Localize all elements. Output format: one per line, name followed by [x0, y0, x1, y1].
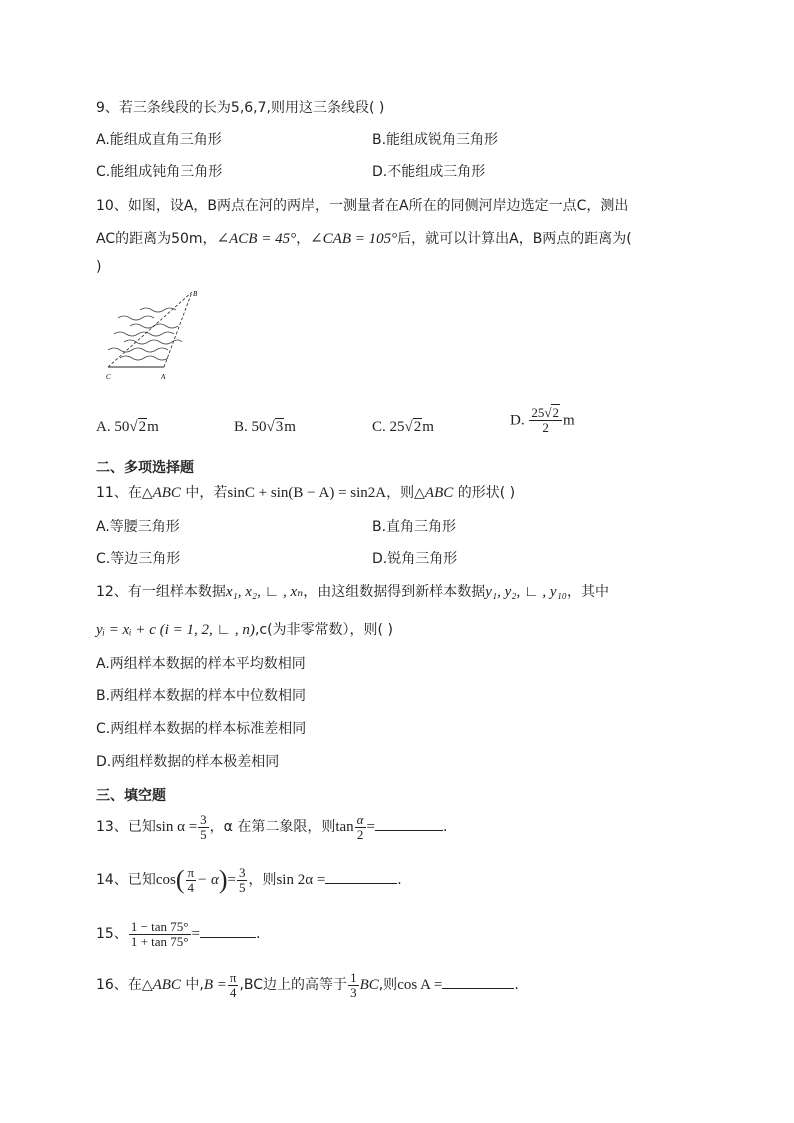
- q14-stem: 14、已知cos( $\frac{\pi}{4}$ − α)= $\frac{3}{5}$ ，则sin 2α = .: [96, 864, 402, 895]
- q12-option-b: B.两组样本数据的样本中位数相同: [96, 688, 307, 704]
- q10-stem-line2: AC的距离为50m，∠ACB = 45°，∠CAB = 105°后，就可以计算出A，B两点的距离为(: [96, 231, 632, 247]
- q13-answer-blank[interactable]: [375, 816, 443, 831]
- q11-option-c: C.等边三角形: [96, 551, 181, 567]
- q12-stem-line2: yᵢ = xᵢ + c (i = 1, 2, ∟ , n),c(为非零常数），则( ): [96, 622, 393, 638]
- q16-stem: 16、在△ABC 中,B = $\frac{\pi}{4}$ ,BC边上的高等于 $\frac{1}{3}$ BC,则cos A = .: [96, 969, 519, 1000]
- q10-option-b: B. 50√3m: [234, 419, 296, 435]
- q10-angle-acb: ∠ACB = 45°: [216, 231, 297, 247]
- q9-option-c: C.能组成钝角三角形: [96, 164, 223, 180]
- q10-option-c: C. 25√2m: [372, 419, 434, 435]
- q11-option-b: B.直角三角形: [372, 519, 457, 535]
- q13-stem: 13、已知sin α = $\frac{3}{5}$ ，α 在第二象限，则tan $\frac{\alpha}{2}$ = .: [96, 811, 448, 842]
- q16-answer-blank[interactable]: [442, 974, 514, 989]
- q12-stem-line1: 12、有一组样本数据x₁, x₂, ∟ , xₙ，由这组数据得到新样本数据y₁, y₂, ∟ , y₁₀，其中: [96, 584, 610, 600]
- q10-label-b: B: [193, 290, 198, 298]
- q10-stem-line1: 10、如图，设A，B两点在河的两岸，一测量者在A所在的同侧河岸边选定一点C，测出: [96, 198, 629, 214]
- q15-stem: 15、 $\frac{1 - \tan 75^\circ}{1 + \tan 75^\circ}$ = .: [96, 918, 261, 949]
- q10-option-d: D. $\frac{25√2}{2}$ m: [510, 405, 575, 435]
- q10-option-a: A. 50√2m: [96, 419, 159, 435]
- q12-option-c: C.两组样本数据的样本标准差相同: [96, 721, 307, 737]
- q9-option-d: D.不能组成三角形: [372, 164, 486, 180]
- q10-stem-line3: ): [96, 259, 102, 275]
- q14-answer-blank[interactable]: [325, 869, 397, 884]
- q10-label-c: C: [106, 373, 111, 381]
- q15-answer-blank[interactable]: [200, 923, 256, 938]
- q9-option-a: A.能组成直角三角形: [96, 132, 222, 148]
- q9-option-b: B.能组成锐角三角形: [372, 132, 499, 148]
- q11-option-d: D.锐角三角形: [372, 551, 458, 567]
- q12-option-d: D.两组样数据的样本极差相同: [96, 754, 280, 770]
- section-fill-blank-title: 三、填空题: [96, 788, 166, 804]
- q10-label-a: A: [161, 373, 166, 381]
- section-multi-choice-title: 二、多项选择题: [96, 460, 194, 476]
- q10-angle-cab: ∠CAB = 105°: [310, 231, 398, 247]
- q9-stem: 9、若三条线段的长为5,6,7,则用这三条线段( ): [96, 100, 385, 116]
- q12-option-a: A.两组样本数据的样本平均数相同: [96, 656, 306, 672]
- q10-river-figure: [100, 288, 210, 384]
- q11-option-a: A.等腰三角形: [96, 519, 180, 535]
- q11-stem: 11、在△ABC 中，若sinC + sin(B − A) = sin2A，则△ABC 的形状( ): [96, 485, 516, 501]
